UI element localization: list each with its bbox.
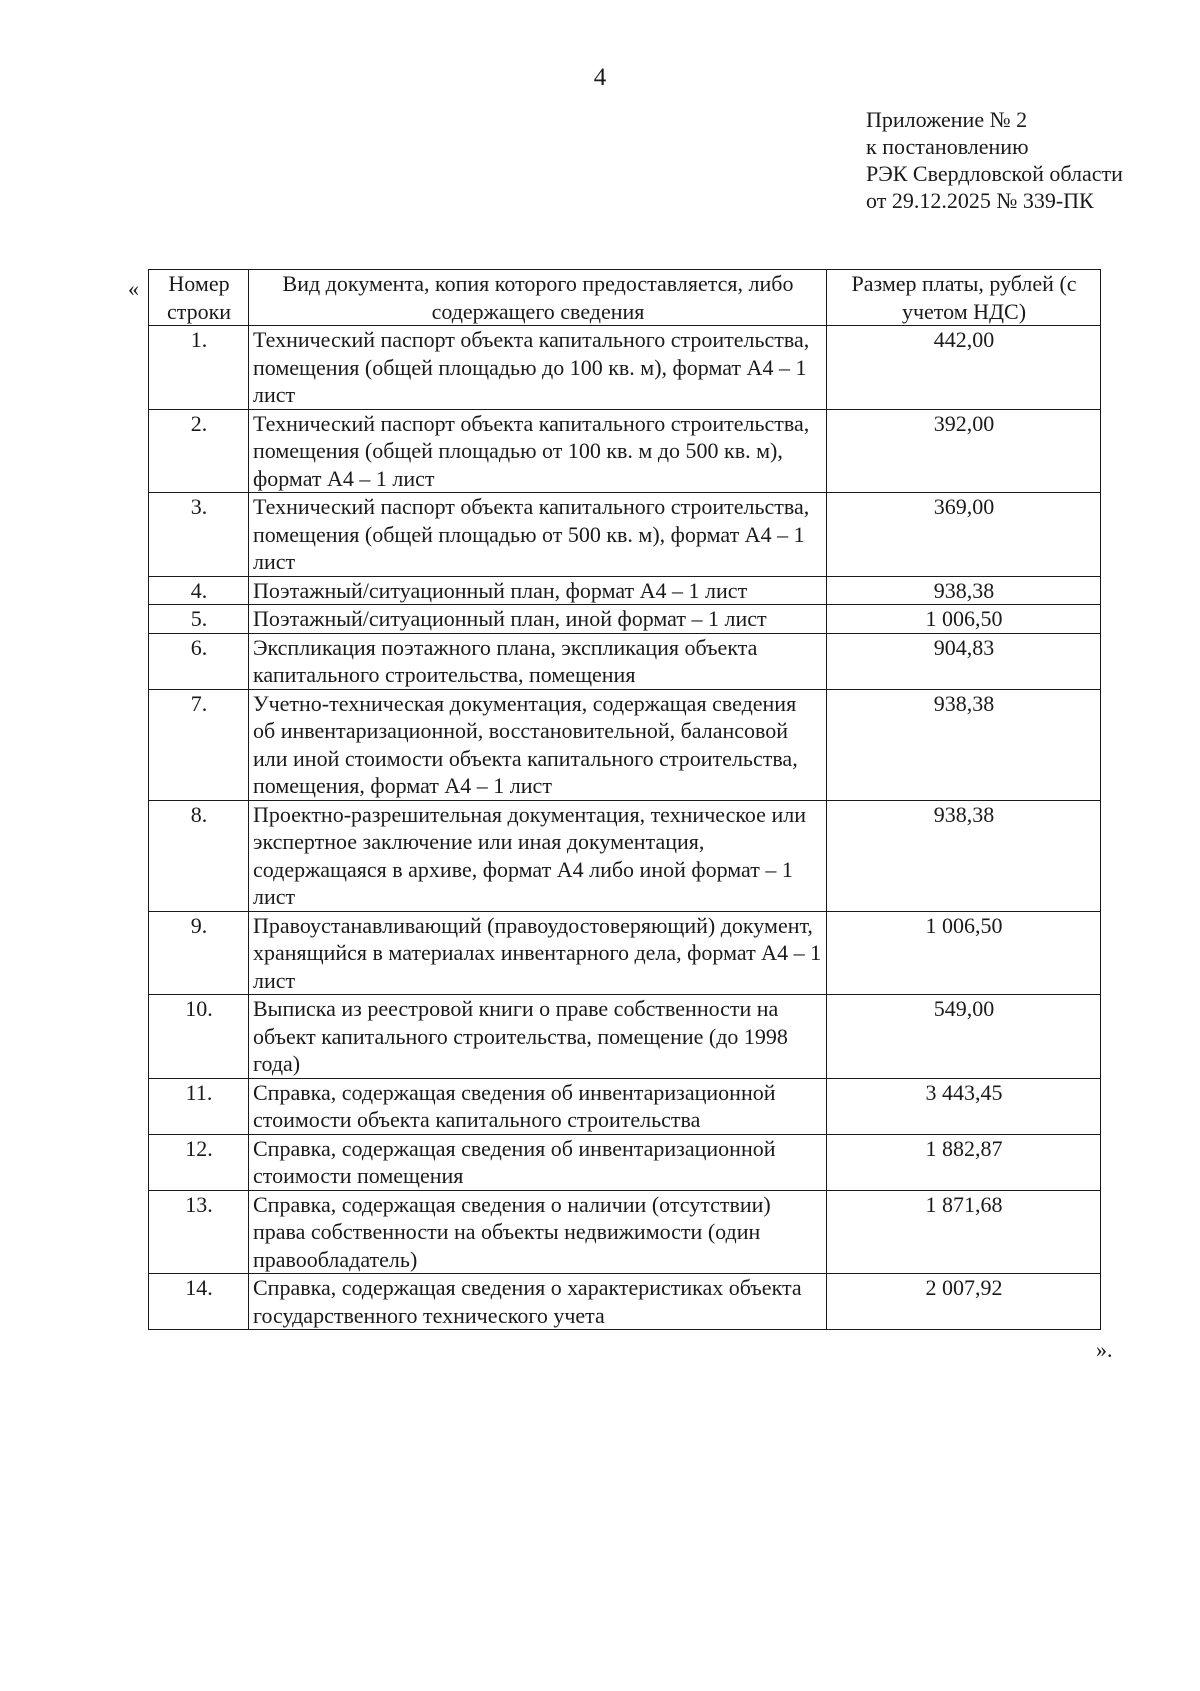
- row-number-cell: 13.: [149, 1190, 249, 1274]
- fee-cell: 938,38: [827, 576, 1101, 605]
- table-row: [149, 1190, 1101, 1274]
- appendix-header: [866, 106, 1123, 214]
- fee-cell: 1 006,50: [827, 911, 1101, 995]
- header-fee: Размер платы, рублей (с учетом НДС): [827, 270, 1101, 326]
- document-type-cell: Правоустанавливающий (правоудостоверяющий) документ, хранящийся в материалах инвентарного дела, формат А4 – 1 лист: [249, 911, 827, 995]
- header-document-type: Вид документа, копия которого предоставляется, либо содержащего сведения: [249, 270, 827, 326]
- document-type-cell: Экспликация поэтажного плана, экспликация объекта капитального строительства, помещения: [249, 633, 827, 689]
- table-row: [149, 605, 1101, 634]
- row-number-cell: 14.: [149, 1274, 249, 1330]
- fee-cell: 1 882,87: [827, 1134, 1101, 1190]
- document-type-cell: Поэтажный/ситуационный план, формат А4 – 1 лист: [249, 576, 827, 605]
- row-number-cell: 8.: [149, 800, 249, 911]
- fee-cell: 392,00: [827, 409, 1101, 493]
- page-number: 4: [593, 64, 607, 91]
- document-type-cell: Поэтажный/ситуационный план, иной формат – 1 лист: [249, 605, 827, 634]
- row-number-cell: 4.: [149, 576, 249, 605]
- document-type-cell: Проектно-разрешительная документация, техническое или экспертное заключение или иная документация, содержащаяся в архиве, формат А4 либо иной формат – 1 лист: [249, 800, 827, 911]
- table-row: [149, 1134, 1101, 1190]
- document-type-cell: Справка, содержащая сведения о наличии (отсутствии) права собственности на объекты недвижимости (один правообладатель): [249, 1190, 827, 1274]
- document-type-cell: Учетно-техническая документация, содержащая сведения об инвентаризационной, восстановительной, балансовой или иной стоимости объекта капитального строительства, помещения, формат А4 – 1 лист: [249, 689, 827, 800]
- fee-cell: 1 006,50: [827, 605, 1101, 634]
- table-header-row: [149, 270, 1101, 326]
- fee-cell: 938,38: [827, 800, 1101, 911]
- document-type-cell: Технический паспорт объекта капитального строительства, помещения (общей площадью от 500 кв. м), формат А4 – 1 лист: [249, 493, 827, 577]
- row-number-cell: 11.: [149, 1078, 249, 1134]
- table-row: [149, 689, 1101, 800]
- fee-cell: 1 871,68: [827, 1190, 1101, 1274]
- table-row: [149, 576, 1101, 605]
- row-number-cell: 1.: [149, 326, 249, 410]
- table-row: [149, 1078, 1101, 1134]
- table-row: [149, 409, 1101, 493]
- fee-cell: 3 443,45: [827, 1078, 1101, 1134]
- table-row: [149, 911, 1101, 995]
- header-row-number: Номер строки: [149, 270, 249, 326]
- fee-cell: 904,83: [827, 633, 1101, 689]
- row-number-cell: 2.: [149, 409, 249, 493]
- appendix-resolution-ref: к постановлению: [866, 134, 1029, 159]
- document-type-cell: Справка, содержащая сведения об инвентаризационной стоимости объекта капитального строительства: [249, 1078, 827, 1134]
- row-number-cell: 9.: [149, 911, 249, 995]
- table-row: [149, 995, 1101, 1079]
- table-row: [149, 633, 1101, 689]
- fee-cell: 442,00: [827, 326, 1101, 410]
- row-number-cell: 7.: [149, 689, 249, 800]
- closing-quote: ».: [1096, 1337, 1113, 1362]
- document-type-cell: Справка, содержащая сведения об инвентаризационной стоимости помещения: [249, 1134, 827, 1190]
- document-type-cell: Технический паспорт объекта капитального строительства, помещения (общей площадью до 100 кв. м), формат А4 – 1 лист: [249, 326, 827, 410]
- appendix-title: Приложение № 2: [866, 107, 1028, 132]
- row-number-cell: 3.: [149, 493, 249, 577]
- fee-table-body: [149, 326, 1101, 1330]
- row-number-cell: 6.: [149, 633, 249, 689]
- opening-quote: «: [128, 276, 139, 301]
- fee-cell: 369,00: [827, 493, 1101, 577]
- document-type-cell: Справка, содержащая сведения о характеристиках объекта государственного технического учета: [249, 1274, 827, 1330]
- row-number-cell: 5.: [149, 605, 249, 634]
- table-row: [149, 1274, 1101, 1330]
- fee-table: [148, 269, 1101, 1330]
- table-row: [149, 326, 1101, 410]
- appendix-authority: РЭК Свердловской области: [866, 161, 1123, 186]
- fee-cell: 2 007,92: [827, 1274, 1101, 1330]
- row-number-cell: 10.: [149, 995, 249, 1079]
- fee-cell: 938,38: [827, 689, 1101, 800]
- document-type-cell: Выписка из реестровой книги о праве собственности на объект капитального строительства, помещение (до 1998 года): [249, 995, 827, 1079]
- row-number-cell: 12.: [149, 1134, 249, 1190]
- table-row: [149, 800, 1101, 911]
- document-type-cell: Технический паспорт объекта капитального строительства, помещения (общей площадью от 100 кв. м до 500 кв. м), формат А4 – 1 лист: [249, 409, 827, 493]
- table-row: [149, 493, 1101, 577]
- fee-cell: 549,00: [827, 995, 1101, 1079]
- appendix-date-number: от 29.12.2025 № 339-ПК: [866, 188, 1094, 213]
